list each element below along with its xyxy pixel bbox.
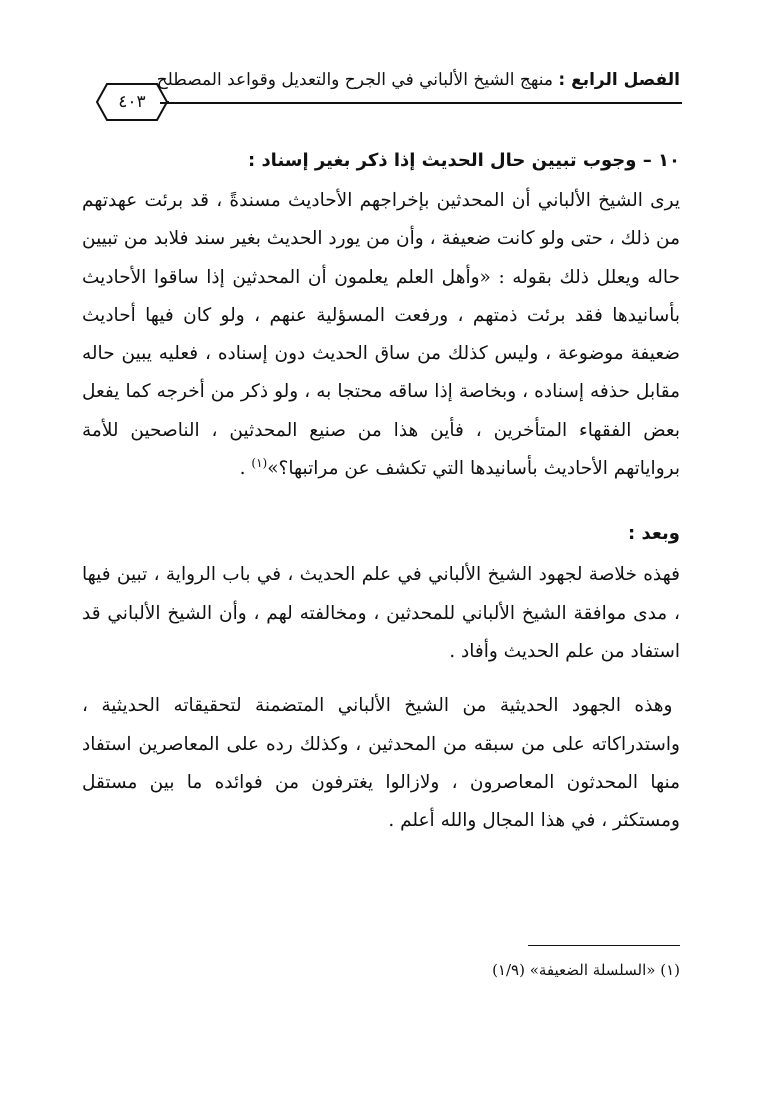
conclusion-paragraph-1	[82, 556, 680, 671]
text-line: يرى الشيخ الألباني أن المحدثين بإخراجهم الأحاديث مسندةً ، قد	[183, 190, 680, 211]
text-line: وبخاصة إذا ساقه محتجا به ، ولو ذكر من أخرجه كما يفعل بعض الفقهاء	[82, 381, 680, 441]
main-content	[82, 140, 680, 840]
text-line: مستقل ومستكثر ، في هذا المجال والله أعلم .	[82, 771, 680, 832]
text-line: وهذه الجهود الحديثية من الشيخ الألباني المتضمنة لتحقيقاته الحديثية ،	[82, 695, 673, 717]
paragraph-gap	[82, 671, 680, 687]
text-line: المسؤلية عنهم ، ولو كان فيها أحاديث ضعيفة موضوعة ، وليس كذلك من	[82, 304, 680, 365]
conclusion-heading: وبعد :	[628, 523, 680, 545]
paragraph-end: .	[239, 458, 252, 480]
running-header	[108, 70, 680, 104]
footnote-marker[interactable]: (١)	[251, 455, 268, 470]
text-line: الشيخ الألباني قد استفاد من علم الحديث وأفاد .	[82, 602, 680, 662]
text-line: المتأخرين ، فأين هذا من صنيع المحدثين ، الناصحين للأمة برواياتهم	[82, 419, 680, 480]
text-line: واستدراكاته على من سبقه من المحدثين ، وكذلك رده على المعاصرين	[131, 733, 680, 755]
chapter-title: منهج الشيخ الألباني في الجرح والتعديل وقواعد المصطلح	[156, 70, 553, 90]
text-line: فهذه خلاصة لجهود الشيخ الألباني في علم الحديث ، في باب الرواية ،	[147, 564, 680, 586]
text-line: أن المحدثين إذا ساقوا الأحاديث بأسانيدها فقد برئت ذمتهم ، ورفعت	[82, 266, 680, 326]
text-line: الأحاديث بأسانيدها التي تكشف عن مراتبها؟»	[267, 458, 608, 480]
conclusion-paragraph-2	[82, 687, 680, 840]
text-line: تبين فيها ، مدى موافقة الشيخ الألباني للمحدثين ، ومخالفته لهم ، وأن	[82, 564, 680, 624]
text-line: برئت عهدتهم من ذلك ، حتى ولو كانت ضعيفة ، وأن من يورد الحديث	[82, 190, 680, 250]
page-number-badge	[95, 82, 169, 122]
chapter-label: الفصل الرابع :	[558, 70, 680, 90]
section-paragraph	[82, 182, 680, 488]
text-line: ساق الحديث دون إسناده ، فعليه يبين حاله مقابل حذفه إسناده ،	[82, 343, 680, 403]
page-number: ٤٠٣	[118, 92, 146, 112]
footnote: (١) «السلسلة الضعيفة» (١/٩)	[492, 961, 680, 979]
footnote-rule	[528, 945, 680, 946]
header-rule	[160, 102, 682, 104]
section-heading: ١٠ – وجوب تبيين حال الحديث إذا ذكر بغير إسناد :	[247, 150, 680, 171]
text-line: استفاد منها المحدثون المعاصرون ، ولازالوا يغترفون من فوائده ما بين	[82, 733, 680, 793]
text-line: بغير سند فلابد من تبيين حاله ويعلل ذلك بقوله : «وأهل العلم يعلمون	[82, 228, 681, 288]
